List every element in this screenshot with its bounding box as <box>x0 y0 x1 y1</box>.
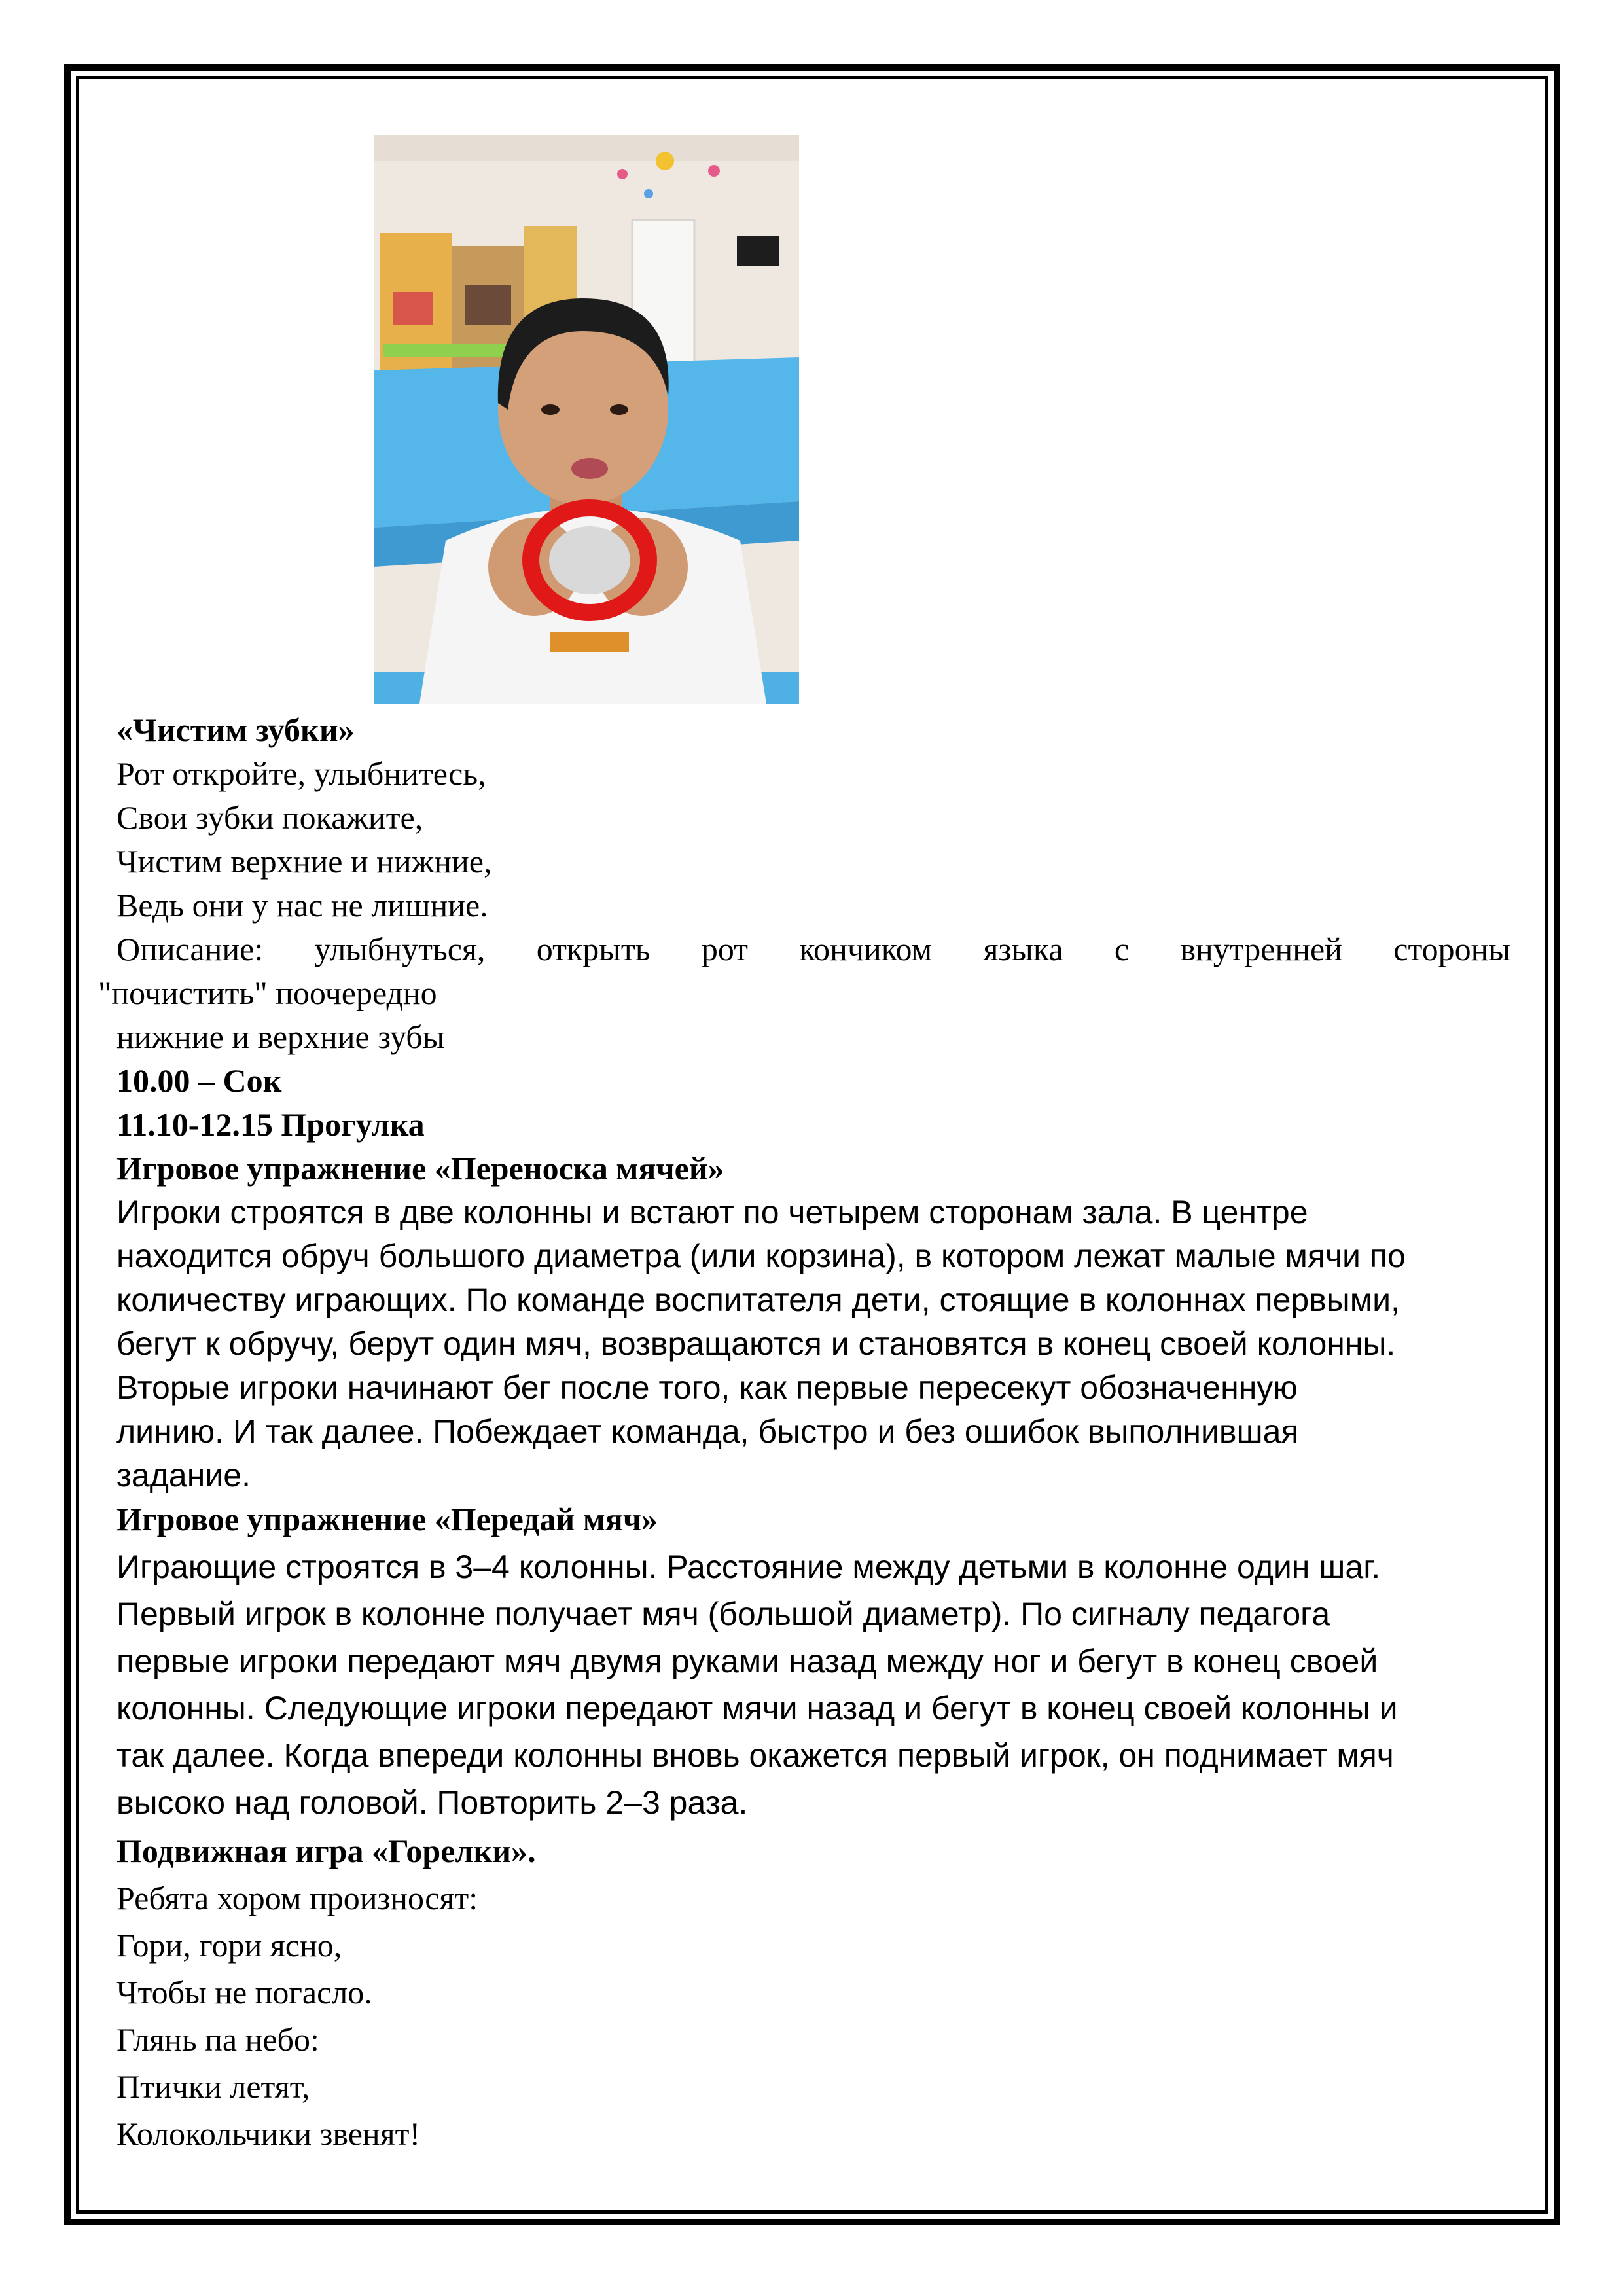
exercise-text-line: высоко над головой. Повторить 2–3 раза. <box>116 1784 748 1821</box>
poem-line: Свои зубки покажите, <box>116 799 423 836</box>
exercise-carry-balls-title: Игровое упражнение «Переноска мячей» <box>116 1150 724 1187</box>
poem-teeth-title: «Чистим зубки» <box>116 711 355 748</box>
exercise-text-line: задание. <box>116 1457 251 1494</box>
game-verse-line: Птички летят, <box>116 2068 310 2105</box>
game-verse-line: Гори, гори ясно, <box>116 1927 342 1964</box>
game-verse-line: Глянь па небо: <box>116 2021 319 2058</box>
game-burners-title: Подвижная игра «Горелки». <box>116 1833 536 1869</box>
game-verse-line: Колокольчики звенят! <box>116 2115 421 2152</box>
exercise-text-line: Первый игрок в колонне получает мяч (большой диаметр). По сигналу педагога <box>116 1596 1330 1632</box>
schedule-juice: 10.00 – Сок <box>116 1062 282 1099</box>
poem-line: Рот откройте, улыбнитесь, <box>116 755 486 792</box>
game-intro: Ребята хором произносят: <box>116 1880 478 1916</box>
exercise-text-line: Вторые игроки начинают бег после того, как первые пересекут обозначенную <box>116 1369 1298 1406</box>
poem-description-line: "почистить" поочередно <box>98 975 437 1011</box>
exercise-pass-ball-title: Игровое упражнение «Передай мяч» <box>116 1501 658 1537</box>
exercise-text-line: первые игроки передают мяч двумя руками назад между ног и бегут в конец своей <box>116 1643 1378 1679</box>
photo-child-with-toy <box>374 135 799 704</box>
exercise-text-line: так далее. Когда впереди колонны вновь окажется первый игрок, он поднимает мяч <box>116 1737 1394 1774</box>
exercise-pass-ball-section <box>116 1498 1510 1541</box>
exercise-text-line: Играющие строятся в 3–4 колонны. Расстояние между детьми в колонне один шаг. <box>116 1549 1381 1585</box>
exercise-text-line: бегут к обручу, берут один мяч, возвращаются и становятся в конец своей колонны. <box>116 1325 1396 1362</box>
exercise-text-line: Игроки строятся в две колонны и встают по четырем сторонам зала. В центре <box>116 1194 1308 1230</box>
game-verse-line: Чтобы не погасло. <box>116 1974 372 2011</box>
poem-line: Ведь они у нас не лишние. <box>116 887 488 924</box>
exercise-carry-balls-body <box>116 1191 1510 1498</box>
exercise-pass-ball-body <box>116 1543 1510 1826</box>
poem-line: Чистим верхние и нижние, <box>116 843 492 880</box>
exercise-text-line: колонны. Следующие игроки передают мячи назад и бегут в конец своей колонны и <box>116 1690 1398 1727</box>
poem-description-line: нижние и верхние зубы <box>116 1018 445 1055</box>
poem-teeth-section <box>98 708 1510 1191</box>
exercise-text-line: находится обруч большого диаметра (или корзина), в котором лежат малые мячи по <box>116 1238 1406 1274</box>
photo-image <box>374 135 799 704</box>
game-burners-section <box>116 1827 1510 2157</box>
exercise-text-line: количеству играющих. По команде воспитателя дети, стоящие в колоннах первыми, <box>116 1282 1400 1318</box>
schedule-walk: 11.10-12.15 Прогулка <box>116 1106 425 1143</box>
exercise-text-line: линию. И так далее. Побеждает команда, быстро и без ошибок выполнившая <box>116 1413 1299 1450</box>
poem-description-line: Описание: улыбнуться, открыть рот кончиком языка с внутренней стороны <box>116 931 1510 967</box>
